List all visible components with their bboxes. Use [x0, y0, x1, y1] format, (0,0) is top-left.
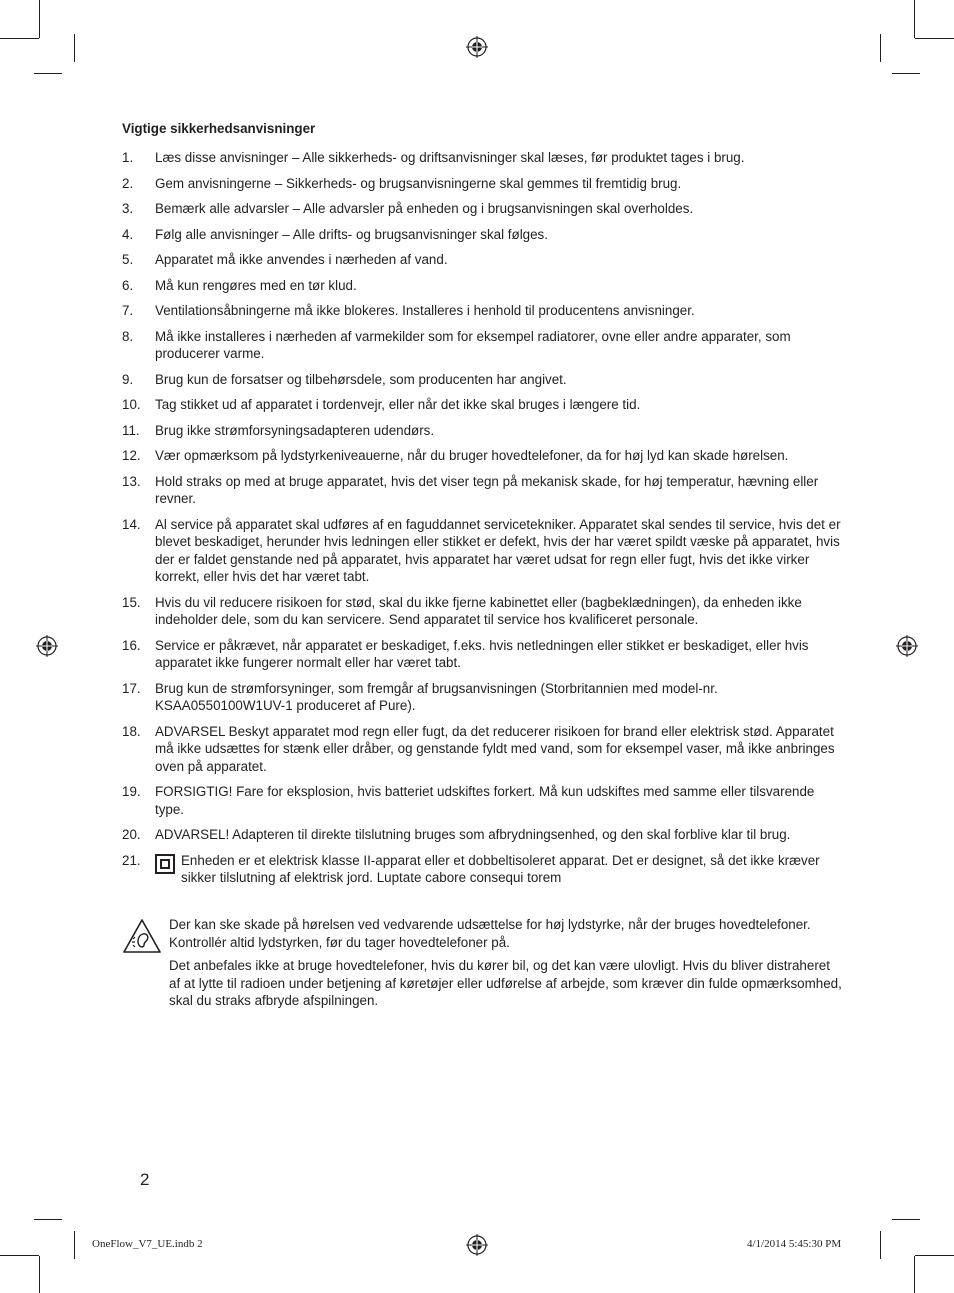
- item-text: Må ikke installeres i nærheden af varmekilder som for eksempel radiatorer, ovne eller andre apparater, som producerer varme.: [155, 328, 791, 361]
- item-number: 5.: [122, 252, 134, 267]
- item-number: 10.: [122, 397, 141, 412]
- footer-filename: OneFlow_V7_UE.indb 2: [92, 1238, 203, 1250]
- crop-mark: [39, 0, 40, 38]
- item-number: 9.: [122, 371, 134, 387]
- item-text: Tag stikket ud af apparatet i tordenvejr, eller når det ikke skal bruges i længere tid.: [155, 397, 641, 412]
- item-number: 3.: [122, 201, 134, 216]
- list-item: [122, 302, 842, 320]
- item-text: FORSIGTIG! Fare for eksplosion, hvis batteriet udskiftes forkert. Må kun udskiftes med samme eller tilsvarende type.: [155, 784, 815, 817]
- crop-mark: [915, 38, 954, 39]
- item-text: Bemærk alle advarsler – Alle advarsler på enheden og i brugsanvisningen skal overholdes.: [155, 201, 694, 216]
- item-text: Følg alle anvisninger – Alle drifts- og brugsanvisninger skal følges.: [155, 226, 548, 242]
- item-text: ADVARSEL Beskyt apparatet mod regn eller fugt, da det reducerer risikoen for brand eller elektrisk stød. Apparatet må ikke udsættes for stænk eller dråber, og genstande fyldt med vand, som for eksempel vaser, må ikke anbringes oven på apparatet.: [155, 723, 835, 774]
- item-number: 14.: [122, 516, 141, 532]
- list-item: [122, 251, 842, 269]
- item-text: Hvis du vil reducere risikoen for stød, skal du ikke fjerne kabinettet eller (bagbeklædningen), da enheden ikke indeholder dele, som du kan servicere. Send apparatet til service hos kvalificeret personale.: [155, 594, 802, 627]
- hearing-warning-triangle-icon: [122, 918, 162, 954]
- item-number: 20.: [122, 827, 141, 842]
- list-item: [122, 852, 842, 887]
- registration-mark-icon: [36, 635, 58, 657]
- item-number: 4.: [122, 226, 134, 242]
- item-number: 8.: [122, 328, 134, 344]
- list-item: [122, 594, 842, 629]
- list-item: [122, 328, 842, 363]
- item-number: 15.: [122, 594, 141, 610]
- list-item: [122, 371, 842, 389]
- warning-text: [169, 916, 842, 1010]
- item-text: ADVARSEL! Adapteren til direkte tilslutning bruges som afbrydningsenhed, og den skal forblive klar til brug.: [155, 827, 791, 842]
- list-item: [122, 149, 842, 167]
- list-item: [122, 516, 842, 586]
- item-number: 6.: [122, 277, 134, 293]
- footer-timestamp: 4/1/2014 5:45:30 PM: [747, 1238, 842, 1250]
- list-item: [122, 783, 842, 818]
- double-square-class-ii-icon: [155, 854, 175, 874]
- list-item: [122, 277, 842, 295]
- item-text: Brug kun de forsatser og tilbehørsdele, som producenten har angivet.: [155, 371, 567, 387]
- item-number: 21.: [122, 852, 141, 868]
- item-text: Må kun rengøres med en tør klud.: [155, 277, 357, 293]
- item-text: Service er påkrævet, når apparatet er beskadiget, f.eks. hvis netledningen eller stikket er beskadiget, eller hvis apparatet ikke fungerer normalt eller har været tabt.: [155, 637, 809, 670]
- item-text: Gem anvisningerne – Sikkerheds- og brugsanvisningerne skal gemmes til fremtidig brug.: [155, 175, 682, 191]
- list-item: [122, 396, 842, 414]
- crop-mark: [74, 1231, 75, 1259]
- item-number: 1.: [122, 150, 134, 165]
- safety-instructions-list: [122, 149, 842, 895]
- registration-mark-icon: [896, 635, 918, 657]
- item-number: 19.: [122, 784, 141, 799]
- crop-mark: [34, 1219, 62, 1220]
- registration-mark-icon: [466, 1234, 488, 1256]
- crop-mark: [39, 1256, 40, 1293]
- crop-mark: [915, 1255, 954, 1256]
- crop-mark: [914, 0, 915, 38]
- item-number: 7.: [122, 303, 134, 318]
- list-item: [122, 447, 842, 465]
- page-number: 2: [140, 1170, 150, 1189]
- crop-mark: [892, 1219, 920, 1220]
- list-item: [122, 723, 842, 776]
- item-text: Apparatet må ikke anvendes i nærheden af vand.: [155, 252, 448, 267]
- crop-mark: [880, 34, 881, 62]
- crop-mark: [74, 34, 75, 62]
- item-text: Hold straks op med at bruge apparatet, hvis det viser tegn på mekanisk skade, for høj temperatur, hævning eller revner.: [155, 473, 819, 506]
- item-text: Brug ikke strømforsyningsadapteren udendørs.: [155, 422, 435, 438]
- item-number: 17.: [122, 680, 141, 696]
- item-text: Vær opmærksom på lydstyrkeniveauerne, når du bruger hovedtelefoner, da for høj lyd kan skade hørelsen.: [155, 448, 789, 463]
- warning-paragraph: Der kan ske skade på hørelsen ved vedvarende udsættelse for høj lydstyrke, når der bruges hovedtelefoner. Kontrollér altid lydstyrken, før du tager hovedtelefoner på.: [169, 917, 811, 950]
- list-item: [122, 226, 842, 244]
- list-item: [122, 637, 842, 672]
- crop-mark: [0, 1255, 39, 1256]
- crop-mark: [914, 1256, 915, 1293]
- list-item: [122, 473, 842, 508]
- item-text: Enheden er et elektrisk klasse II-apparat eller et dobbeltisoleret apparat. Det er designet, så det ikke kræver sikker tilslutning af elektrisk jord. Luptate cabore consequi torem: [181, 852, 820, 885]
- item-number: 12.: [122, 448, 141, 463]
- list-item: [122, 422, 842, 440]
- item-number: 16.: [122, 637, 141, 653]
- hearing-warning: [122, 916, 842, 1016]
- item-text: Al service på apparatet skal udføres af en faguddannet servicetekniker. Apparatet skal sendes til service, hvis det er blevet beskadiget, herunder hvis ledningen eller stikket er defekt, hvis der har været spildt væske på apparatet, hvis der er faldet genstande ned på apparatet, hvis apparatet har været udsat for regn eller fugt, hvis det ikke virker korrekt, eller hvis det har været tabt.: [155, 516, 841, 584]
- crop-mark: [892, 73, 920, 74]
- item-text: Ventilationsåbningerne må ikke blokeres. Installeres i henhold til producentens anvisninger.: [155, 303, 695, 318]
- list-item: [122, 680, 842, 715]
- crop-mark: [34, 73, 62, 74]
- list-item: [122, 175, 842, 193]
- crop-mark: [0, 38, 39, 39]
- item-text: Læs disse anvisninger – Alle sikkerheds- og driftsanvisninger skal læses, før produktet tages i brug.: [155, 150, 745, 165]
- item-text: Brug kun de strømforsyninger, som fremgår af brugsanvisningen (Storbritannien med model-nr. KSAA0550100W1UV-1 produceret af Pure).: [155, 680, 718, 713]
- item-number: 2.: [122, 175, 134, 191]
- section-heading: Vigtige sikkerhedsanvisninger: [122, 121, 316, 136]
- list-item: [122, 200, 842, 218]
- registration-mark-icon: [466, 36, 488, 58]
- item-number: 11.: [122, 422, 140, 438]
- item-number: 18.: [122, 723, 141, 739]
- warning-paragraph: Det anbefales ikke at bruge hovedtelefoner, hvis du kører bil, og det kan være ulovligt. Hvis du bliver distraheret af at lytte til radioen under betjening af køretøjer eller udførelse af arbejde, som kræver din fulde opmærksomhed, skal du straks afbryde afspilningen.: [169, 958, 842, 1008]
- item-number: 13.: [122, 473, 141, 489]
- list-item: [122, 826, 842, 844]
- crop-mark: [880, 1231, 881, 1259]
